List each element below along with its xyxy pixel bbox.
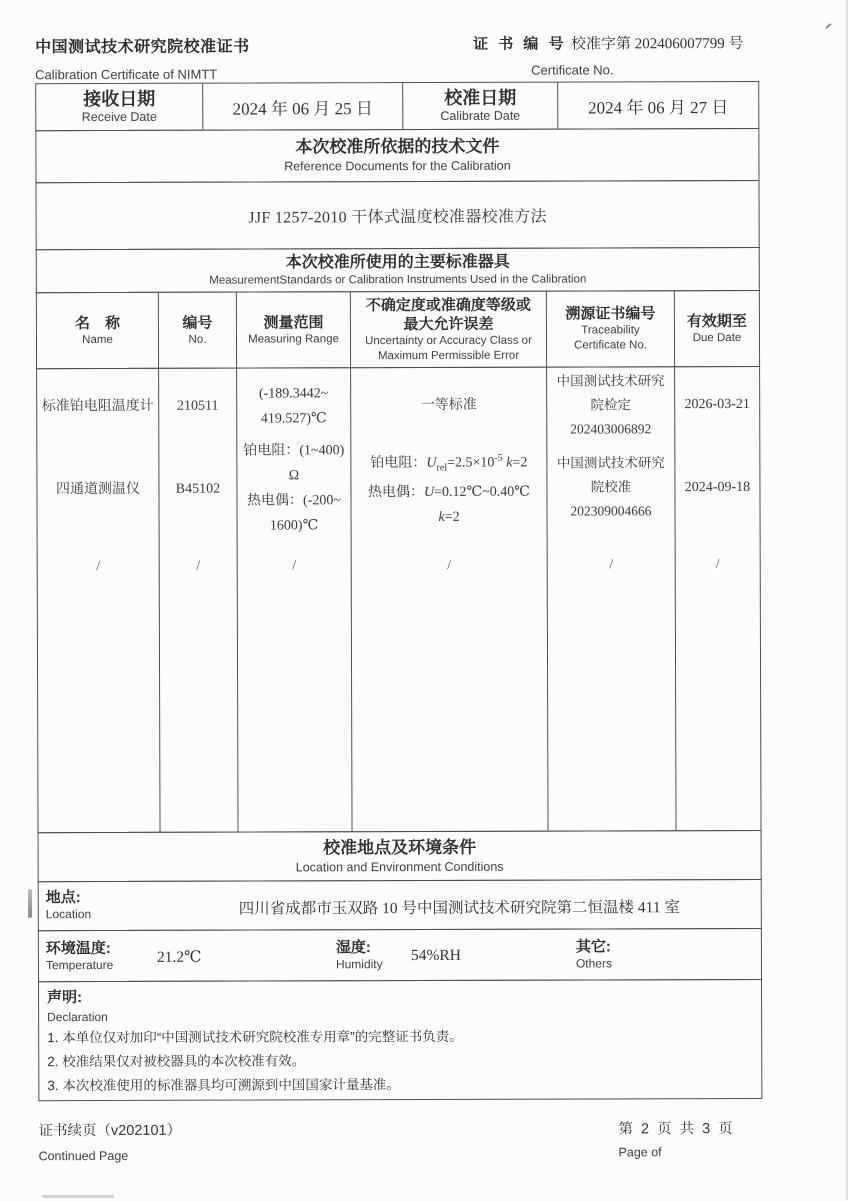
page-footer <box>38 1117 762 1169</box>
declaration-section <box>38 979 762 1101</box>
col-header-uncertainty: 不确定度或准确度等级或 最大允许误差 Uncertainty or Accuracy Class or Maximum Permissible Error <box>351 292 547 368</box>
date-row <box>35 81 759 131</box>
page-number-cn: 第 2 页 共 3 页 <box>618 1121 735 1138</box>
temperature-value: 21.2℃ <box>156 948 202 966</box>
certificate-body <box>35 82 762 1101</box>
traceability-cert-no: 中国测试技术研究 院校准 202309004666 <box>556 455 665 519</box>
calibrate-date-label: 校准日期 Calibrate Date <box>403 83 558 129</box>
continued-page-label-cn: 证书续页（v202101） <box>38 1122 182 1140</box>
environment-row <box>38 928 762 982</box>
scan-smudge <box>42 1195 114 1198</box>
col-header-traceability: 溯源证书编号 Traceability Certificate No. <box>547 291 675 366</box>
instrument-name: 标准铂电阻温度计 <box>41 398 154 415</box>
empty-cell-slash: / <box>96 559 101 575</box>
humidity-value: 54%RH <box>410 946 461 965</box>
location-label: 地点: Location <box>45 889 92 922</box>
column-due-date <box>675 367 760 830</box>
instrument-no: 210511 <box>176 398 219 414</box>
reference-section-title: 本次校准所依据的技术文件 Reference Documents for the Calibration <box>35 128 759 183</box>
empty-cell-slash: / <box>715 557 720 573</box>
declaration-title-cn: 声明: <box>47 989 83 1007</box>
instrument-no: B45102 <box>175 481 221 497</box>
empty-cell-slash: / <box>447 557 452 573</box>
certificate-number-block <box>473 32 763 78</box>
certificate-number-value: 校准字第 202406007799 号 <box>571 35 744 53</box>
certificate-number-label-cn: 证 书 编 号 <box>473 35 567 53</box>
col-header-no: 编号 No. <box>159 293 237 368</box>
reference-document: JJF 1257-2010 干体式温度校准器校准方法 <box>248 208 547 227</box>
page-number-en: Page of <box>618 1145 662 1160</box>
location-value: 四川省成都市玉双路 10 号中国测试技术研究院第二恒温楼 411 室 <box>238 899 680 918</box>
declaration-item: 2. 校准结果仅对被校器具的本次校准有效。 <box>47 1053 306 1070</box>
column-name <box>37 369 160 832</box>
due-date: 2024-09-18 <box>684 479 751 495</box>
calibrate-date-value: 2024 年 06 月 27 日 <box>588 97 729 117</box>
col-header-measuring-range: 测量范围 Measuring Range <box>237 292 351 367</box>
others-label: 其它: Others <box>575 938 612 971</box>
empty-cell-slash: / <box>196 558 201 574</box>
col-header-due-date: 有效期至 Due Date <box>686 312 747 344</box>
certificate-title-cn: 中国测试技术研究院校准证书 <box>35 38 250 57</box>
location-row <box>38 879 762 931</box>
humidity-label: 湿度: Humidity <box>335 939 383 972</box>
continued-page-label-en: Continued Page <box>38 1148 129 1164</box>
column-no <box>159 369 238 832</box>
reference-document-row <box>35 180 759 250</box>
col-header-name: 名 称 Name <box>37 293 159 368</box>
page-header <box>35 32 759 83</box>
column-measuring-range <box>237 368 352 831</box>
declaration-item: 1. 本单位仅对加印“中国测试技术研究院校准专用章”的完整证书负责。 <box>47 1028 463 1046</box>
empty-cell-slash: / <box>609 557 614 573</box>
declaration-item: 3. 本次校准使用的标准器具均可溯源到中国国家计量基准。 <box>47 1077 400 1094</box>
measuring-range: (-189.3442~ 419.527)℃ <box>258 385 329 427</box>
empty-cell-slash: / <box>292 558 297 574</box>
uncertainty-value: 一等标准 <box>420 397 477 414</box>
receive-date-value: 2024 年 06 月 25 日 <box>203 83 403 130</box>
uncertainty-value: 铂电阻：$U_{rel}=2.5\times 10^{-5}$ k=2 热电偶：U=0.12℃~0.40℃ k=2 <box>367 452 530 526</box>
scan-smudge <box>28 889 32 918</box>
instrument-name: 四通道测温仪 <box>55 481 140 497</box>
due-date: 2026-03-21 <box>684 396 750 413</box>
standards-section-title: 本次校准所使用的主要标准器具 MeasurementStandards or Calibration Instruments Used in the Calibration <box>36 247 760 293</box>
location-section-title: 校准地点及环境条件 Location and Environment Conditions <box>38 830 762 882</box>
receive-date-label: 接收日期 Receive Date <box>36 84 203 131</box>
standards-table-body <box>36 366 761 833</box>
column-uncertainty <box>351 368 548 832</box>
page-number-block <box>618 1117 734 1159</box>
declaration-title-en: Declaration <box>47 1009 108 1025</box>
certificate-number-label-en: Certificate No. <box>531 62 614 78</box>
standards-table-header <box>36 290 760 369</box>
certificate-title-en: Calibration Certificate of NIMTT <box>35 66 218 83</box>
measuring-range: 铂电阻：(1~400) Ω 热电偶：(-200~ 1600)℃ <box>243 443 345 534</box>
traceability-cert-no: 中国测试技术研究 院检定 202403006892 <box>556 372 665 437</box>
column-traceability <box>547 367 676 830</box>
temperature-label: 环境温度: Temperature <box>45 939 114 973</box>
